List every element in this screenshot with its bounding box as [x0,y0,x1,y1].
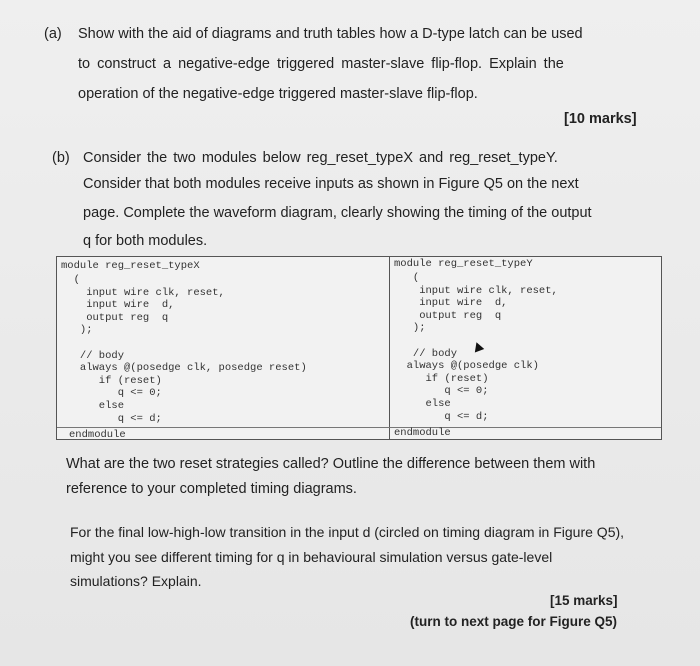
part-b-line-4: q for both modules. [83,233,208,249]
module-x-header: module reg_reset_typeX [61,260,200,272]
question-3-line-1: For the final low-high-low transition in the input d (circled on timing diagram in Figure Q5), [70,524,625,540]
part-b-line-3: page. Complete the waveform diagram, clearly showing the timing of the output [83,205,592,221]
part-b-line-1: Consider the two modules below reg_reset_typeX and reg_reset_typeY. [83,150,558,166]
part-b-label: (b) [52,150,70,166]
code-footer-rule [57,427,661,428]
part-a-line-3: operation of the negative-edge triggered master-slave flip-flop. [78,86,478,102]
part-a-line-1: Show with the aid of diagrams and truth tables how a D-type latch can be used [78,26,583,42]
part-a-marks: [10 marks] [564,111,637,127]
question-3-line-2: might you see different timing for q in behavioural simulation versus gate-level [70,549,553,565]
module-y-body: ( input wire clk, reset, input wire d, output reg q ); // body always @(posedge clk) if (reset) q <= 0; else q <= d; [406,272,558,423]
question-2-line-1: What are the two reset strategies called? Outline the difference between them with [66,456,596,472]
part-b-marks: [15 marks] [550,593,618,608]
part-b-line-2: Consider that both modules receive inputs as shown in Figure Q5 on the next [83,176,579,192]
module-y-header: module reg_reset_typeY [394,258,533,270]
code-listing-box [56,256,662,440]
turn-page-note: (turn to next page for Figure Q5) [410,614,618,629]
module-x-body: ( input wire clk, reset, input wire d, output reg q ); // body always @(posedge clk, posedge reset) if (reset) q <= 0; else q <= d; [73,274,307,425]
question-3-line-3: simulations? Explain. [70,573,202,589]
code-column-divider [389,257,390,439]
module-y-footer: endmodule [394,427,451,439]
module-x-footer: endmodule [69,429,126,441]
part-a-line-2: to construct a negative-edge triggered master-slave flip-flop. Explain the [78,56,564,72]
part-a-label: (a) [44,26,62,42]
question-2-line-2: reference to your completed timing diagrams. [66,481,357,497]
